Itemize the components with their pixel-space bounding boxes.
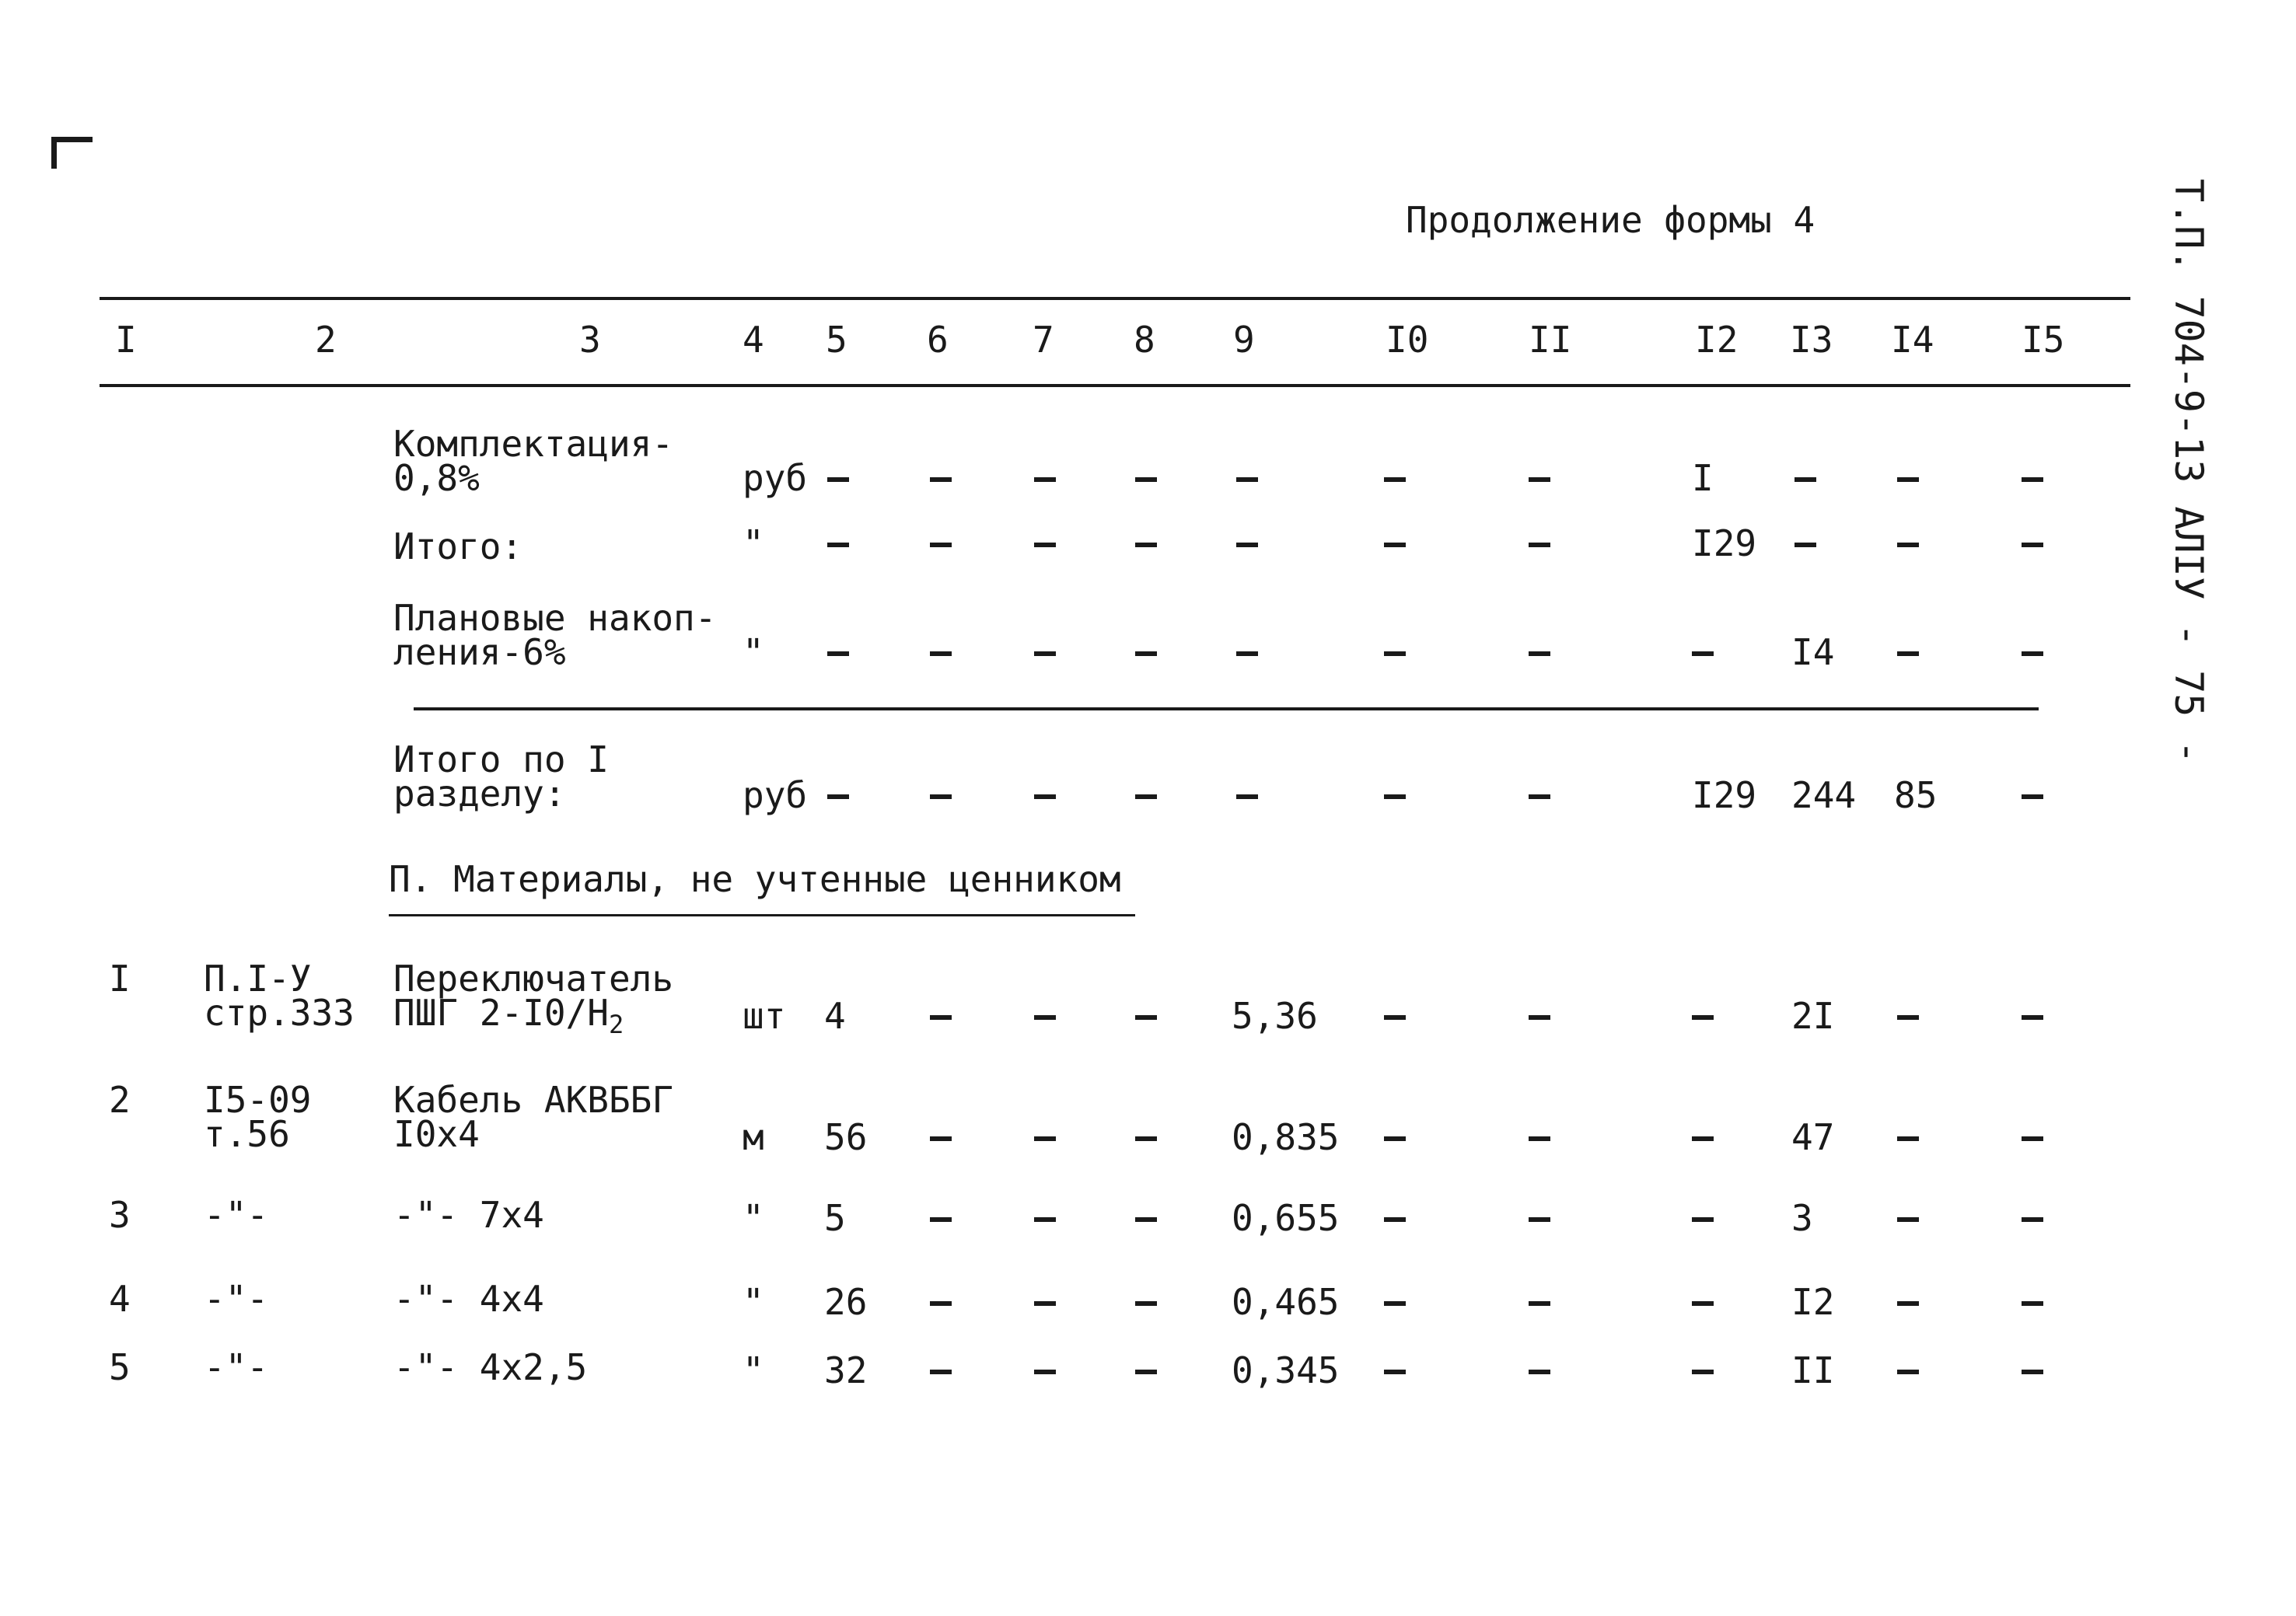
empty-cell-dash <box>827 794 849 799</box>
empty-cell-dash <box>1529 1217 1550 1222</box>
empty-cell-dash <box>1384 1015 1406 1020</box>
column-header-15: I5 <box>2022 319 2065 361</box>
header-bottom-rule <box>100 384 2130 387</box>
material-name-line: -"- 4х4 <box>393 1278 544 1320</box>
column-header-14: I4 <box>1891 319 1934 361</box>
empty-cell-dash <box>2022 1370 2043 1374</box>
empty-cell-dash <box>1897 1136 1919 1141</box>
empty-cell-dash <box>2022 543 2043 547</box>
summary-name-line: ления-6% <box>393 631 566 673</box>
empty-cell-dash <box>1135 477 1157 482</box>
empty-cell-dash <box>1897 1370 1919 1374</box>
material-qty: 26 <box>824 1281 868 1323</box>
empty-cell-dash <box>1795 477 1816 482</box>
column-header-8: 8 <box>1134 319 1155 361</box>
material-row-number: 4 <box>109 1278 131 1320</box>
column-header-1: I <box>115 319 137 361</box>
empty-cell-dash <box>1034 1136 1056 1141</box>
material-name-line: Переключатель <box>393 958 674 1000</box>
material-ref-line: -"- <box>204 1278 269 1320</box>
material-qty: 5 <box>824 1197 846 1239</box>
empty-cell-dash <box>1692 1370 1714 1374</box>
material-unit: " <box>743 1197 764 1239</box>
empty-cell-dash <box>1384 543 1406 547</box>
summary-name-line: Итого: <box>393 525 523 567</box>
material-col13: 3 <box>1791 1197 1813 1239</box>
material-name-line: ПШГ $2-I0/Н_2$ <box>393 992 624 1039</box>
empty-cell-dash <box>1529 1015 1550 1020</box>
section-underline <box>389 914 1135 916</box>
empty-cell-dash <box>1529 543 1550 547</box>
empty-cell-dash <box>2022 1301 2043 1306</box>
empty-cell-dash <box>1795 543 1816 547</box>
column-header-10: I0 <box>1386 319 1429 361</box>
empty-cell-dash <box>930 1015 952 1020</box>
empty-cell-dash <box>1529 1136 1550 1141</box>
empty-cell-dash <box>1529 477 1550 482</box>
empty-cell-dash <box>1897 651 1919 656</box>
empty-cell-dash <box>1034 794 1056 799</box>
material-ref-line: т.56 <box>204 1113 290 1155</box>
empty-cell-dash <box>1529 794 1550 799</box>
empty-cell-dash <box>1897 543 1919 547</box>
summary-col12: I <box>1692 457 1714 499</box>
column-header-9: 9 <box>1233 319 1255 361</box>
header-top-rule <box>100 297 2130 300</box>
material-qty: 4 <box>824 995 846 1037</box>
empty-cell-dash <box>1384 477 1406 482</box>
column-header-2: 2 <box>315 319 337 361</box>
material-row-number: 2 <box>109 1079 131 1121</box>
material-unit: " <box>743 1281 764 1323</box>
empty-cell-dash <box>1897 1301 1919 1306</box>
material-ref-line: -"- <box>204 1346 269 1388</box>
empty-cell-dash <box>1529 1301 1550 1306</box>
column-header-5: 5 <box>826 319 847 361</box>
empty-cell-dash <box>1034 1015 1056 1020</box>
material-col13: I2 <box>1791 1281 1835 1323</box>
material-unit: " <box>743 1349 764 1391</box>
empty-cell-dash <box>1034 477 1056 482</box>
column-header-13: I3 <box>1790 319 1833 361</box>
empty-cell-dash <box>2022 794 2043 799</box>
material-price: 0,835 <box>1232 1116 1340 1158</box>
empty-cell-dash <box>930 543 952 547</box>
empty-cell-dash <box>1034 1370 1056 1374</box>
column-header-6: 6 <box>927 319 949 361</box>
empty-cell-dash <box>1135 1301 1157 1306</box>
summary-unit: руб <box>743 457 808 499</box>
empty-cell-dash <box>1034 1217 1056 1222</box>
empty-cell-dash <box>1236 651 1258 656</box>
material-price: 0,655 <box>1232 1197 1340 1239</box>
material-ref-line: стр.333 <box>204 992 355 1034</box>
material-price: 0,465 <box>1232 1281 1340 1323</box>
empty-cell-dash <box>930 1136 952 1141</box>
empty-cell-dash <box>1236 794 1258 799</box>
empty-cell-dash <box>930 1217 952 1222</box>
empty-cell-dash <box>1692 651 1714 656</box>
empty-cell-dash <box>827 543 849 547</box>
material-unit: м <box>743 1116 764 1158</box>
material-price: 5,36 <box>1232 995 1318 1037</box>
material-name-subscript: 2 <box>608 1010 624 1039</box>
summary-col12: I29 <box>1692 522 1757 564</box>
empty-cell-dash <box>1034 1301 1056 1306</box>
summary-unit: " <box>743 522 764 564</box>
material-name-line: -"- 4х2,5 <box>393 1346 588 1388</box>
corner-mark <box>51 137 93 169</box>
section-title: П. Материалы, не учтенные ценником <box>389 858 1121 900</box>
summary-col12: I29 <box>1692 774 1757 816</box>
summary-unit: руб <box>743 774 808 816</box>
material-unit: шт <box>743 995 786 1037</box>
column-header-12: I2 <box>1695 319 1739 361</box>
summary-col13: 244 <box>1791 774 1857 816</box>
empty-cell-dash <box>1236 477 1258 482</box>
continuation-title: Продолжение формы 4 <box>1406 199 1815 241</box>
empty-cell-dash <box>1135 794 1157 799</box>
empty-cell-dash <box>1135 1370 1157 1374</box>
empty-cell-dash <box>1897 477 1919 482</box>
summary-col14: 85 <box>1894 774 1938 816</box>
empty-cell-dash <box>2022 1136 2043 1141</box>
empty-cell-dash <box>2022 651 2043 656</box>
empty-cell-dash <box>1384 1301 1406 1306</box>
empty-cell-dash <box>1529 651 1550 656</box>
summary-name-line: Итого по I <box>393 738 609 780</box>
material-qty: 32 <box>824 1349 868 1391</box>
summary-name-line: 0,8% <box>393 457 480 499</box>
material-ref-line: I5-09 <box>204 1079 312 1121</box>
empty-cell-dash <box>827 477 849 482</box>
empty-cell-dash <box>2022 1015 2043 1020</box>
material-name-line: -"- 7х4 <box>393 1194 544 1236</box>
empty-cell-dash <box>930 1301 952 1306</box>
empty-cell-dash <box>1236 543 1258 547</box>
material-col13: 47 <box>1791 1116 1835 1158</box>
summary-col13: I4 <box>1791 631 1835 673</box>
empty-cell-dash <box>1034 543 1056 547</box>
empty-cell-dash <box>1692 1217 1714 1222</box>
material-row-number: 5 <box>109 1346 131 1388</box>
column-header-7: 7 <box>1033 319 1054 361</box>
empty-cell-dash <box>1384 1370 1406 1374</box>
material-row-number: 3 <box>109 1194 131 1236</box>
empty-cell-dash <box>930 794 952 799</box>
empty-cell-dash <box>1384 1136 1406 1141</box>
empty-cell-dash <box>827 651 849 656</box>
empty-cell-dash <box>1897 1015 1919 1020</box>
empty-cell-dash <box>930 477 952 482</box>
empty-cell-dash <box>1135 543 1157 547</box>
empty-cell-dash <box>1135 651 1157 656</box>
summary-name-line: Плановые накоп- <box>393 597 717 639</box>
material-qty: 56 <box>824 1116 868 1158</box>
material-col13: 2I <box>1791 995 1835 1037</box>
empty-cell-dash <box>1897 1217 1919 1222</box>
material-ref-line: -"- <box>204 1194 269 1236</box>
material-ref-line: П.I-У <box>204 958 312 1000</box>
column-header-11: II <box>1529 319 1572 361</box>
column-header-3: 3 <box>579 319 601 361</box>
empty-cell-dash <box>1692 1301 1714 1306</box>
material-row-number: I <box>109 958 131 1000</box>
empty-cell-dash <box>2022 1217 2043 1222</box>
empty-cell-dash <box>1135 1136 1157 1141</box>
empty-cell-dash <box>1384 1217 1406 1222</box>
summary-unit: " <box>743 631 764 673</box>
material-name-line: I0х4 <box>393 1113 480 1155</box>
empty-cell-dash <box>1384 794 1406 799</box>
empty-cell-dash <box>1034 651 1056 656</box>
summary-name-line: Комплектация- <box>393 423 674 465</box>
empty-cell-dash <box>2022 477 2043 482</box>
empty-cell-dash <box>930 651 952 656</box>
material-col13: II <box>1791 1349 1835 1391</box>
empty-cell-dash <box>1692 1136 1714 1141</box>
empty-cell-dash <box>1135 1015 1157 1020</box>
empty-cell-dash <box>1384 651 1406 656</box>
column-header-4: 4 <box>743 319 764 361</box>
material-price: 0,345 <box>1232 1349 1340 1391</box>
empty-cell-dash <box>1135 1217 1157 1222</box>
empty-cell-dash <box>930 1370 952 1374</box>
material-name-line: Кабель АКВББГ <box>393 1079 674 1121</box>
empty-cell-dash <box>1692 1015 1714 1020</box>
subtotal-rule <box>414 707 2039 710</box>
side-document-code: Т.П. 704-9-13 АЛIУ - 75 - <box>2166 179 2211 764</box>
summary-name-line: разделу: <box>393 773 566 815</box>
empty-cell-dash <box>1529 1370 1550 1374</box>
